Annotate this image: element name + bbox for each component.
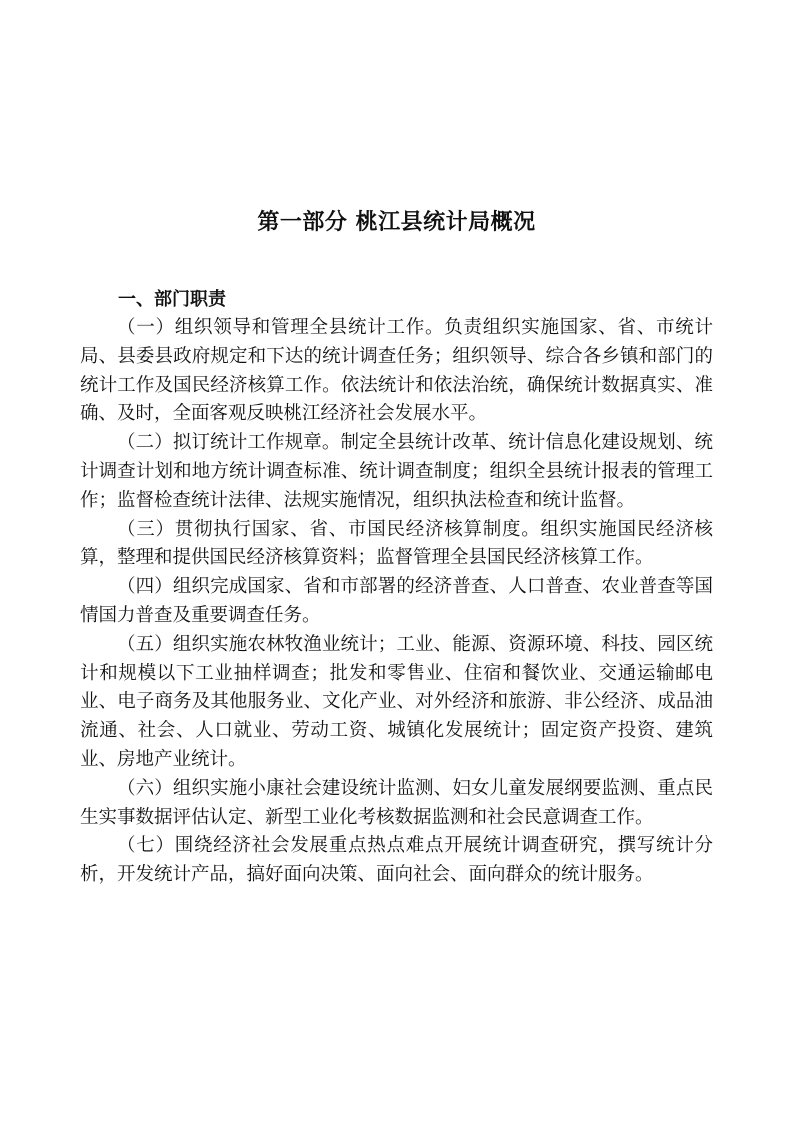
paragraph-7: （七）围绕经济社会发展重点热点难点开展统计调查研究，撰写统计分析，开发统计产品，搞好面向决策、面向社会、面向群众的统计服务。 [80, 835, 713, 886]
paragraph-6: （六）组织实施小康社会建设统计监测、妇女儿童发展纲要监测、重点民生实事数据评估认定、新型工业化考核数据监测和社会民意调查工作。 [80, 777, 713, 828]
section-heading: 一、部门职责 [118, 289, 226, 310]
body-text [80, 314, 713, 890]
paragraph-3: （三）贯彻执行国家、省、市国民经济核算制度。组织实施国民经济核算，整理和提供国民经济核算资料；监督管理全县国民经济核算工作。 [80, 518, 713, 569]
paragraph-1: （一）组织领导和管理全县统计工作。负责组织实施国家、省、市统计局、县委县政府规定和下达的统计调查任务；组织领导、综合各乡镇和部门的统计工作及国民经济核算工作。依法统计和依法治统，确保统计数据真实、准确、及时，全面客观反映桃江经济社会发展水平。 [80, 317, 713, 425]
paragraph-4: （四）组织完成国家、省和市部署的经济普查、人口普查、农业普查等国情国力普查及重要调查任务。 [80, 576, 713, 626]
paragraph-2: （二）拟订统计工作规章。制定全县统计改革、统计信息化建设规划、统计调查计划和地方统计调查标准、统计调查制度；组织全县统计报表的管理工作；监督检查统计法律、法规实施情况，组织执法检查和统计监督。 [80, 432, 713, 511]
paragraph-5: （五）组织实施农林牧渔业统计；工业、能源、资源环境、科技、园区统计和规模以下工业抽样调查；批发和零售业、住宿和餐饮业、交通运输邮电业、电子商务及其他服务业、文化产业、对外经济和旅游、非公经济、成品油流通、社会、人口就业、劳动工资、城镇化发展统计；固定资产投资、建筑业、房地产业统计。 [80, 633, 713, 770]
document-title: 第一部分 桃江县统计局概况 [257, 210, 536, 235]
